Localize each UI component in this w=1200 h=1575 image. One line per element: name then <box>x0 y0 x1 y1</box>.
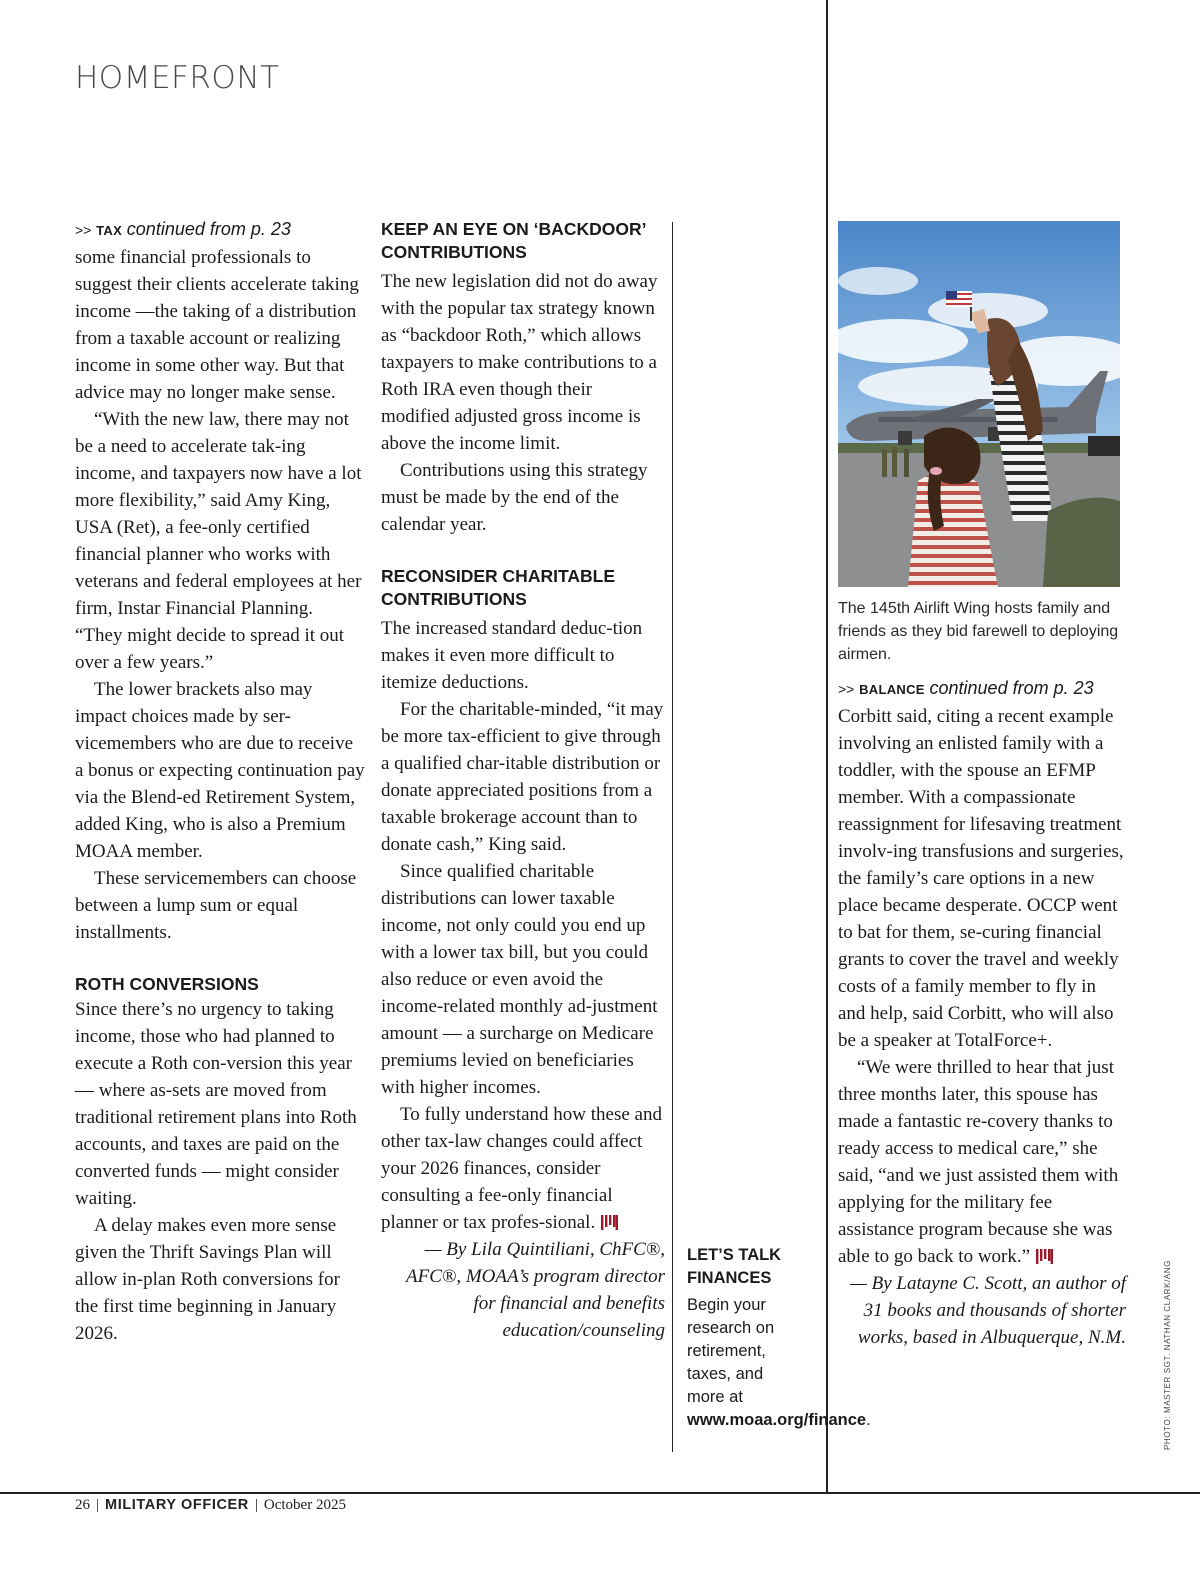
paragraph: For the charitable-minded, “it may be more tax-efficient to give through a qualified char-itable distribution or donate appreciated positions from a taxable brokerage account than to donate cash,” King said. <box>381 699 664 855</box>
article-column-1 <box>75 216 365 1347</box>
article-column-2 <box>381 218 665 1344</box>
sidebar-body <box>687 1294 871 1432</box>
section-title: HOMEFRONT <box>75 60 280 96</box>
continuation-arrows: >> <box>75 222 92 238</box>
continuation-text: continued from p. 23 <box>126 219 291 239</box>
paragraph: The increased standard deduc-tion makes it even more difficult to itemize deductions. <box>381 618 643 693</box>
magazine-name: MILITARY OFFICER <box>105 1497 249 1513</box>
finance-sidebar <box>687 1244 871 1432</box>
farewell-photo <box>838 221 1120 587</box>
continuation-keyword: BALANCE <box>859 682 925 697</box>
paragraph: Since qualified charitable distributions can lower taxable income, not only could you end up with a lower tax bill, but you could also reduce or even avoid the income-related monthly ad-justment amount — a surcharge on Medicare premiums levied on beneficiaries with higher incomes. <box>381 861 658 1098</box>
footer-separator: | <box>96 1497 100 1513</box>
moaa-end-mark-icon <box>1036 1249 1053 1264</box>
footer-rule <box>0 1492 1200 1494</box>
paragraph: These servicemembers can choose between a lump sum or equal installments. <box>75 868 357 943</box>
finance-link[interactable]: www.moaa.org/finance <box>687 1411 867 1429</box>
page-number: 26 <box>75 1497 90 1513</box>
byline: — By Latayne C. Scott, an author of 31 books and thousands of shorter works, based in Albuquerque, N.M. <box>849 1273 1126 1348</box>
continuation-line <box>838 675 1126 703</box>
issue-date: October 2025 <box>263 1497 346 1513</box>
paragraph: The lower brackets also may impact choices made by ser-vicemembers who are due to receive a bonus or expecting continuation pay via the Blend-ed Retirement System, added King, who is also a Premium MOAA member. <box>75 679 365 862</box>
paragraph: The new legislation did not do away with the popular tax strategy known as “backdoor Roth,” which allows taxpayers to make contributions to a Roth IRA even though their modified adjusted gross income is above the income limit. <box>381 271 658 454</box>
continuation-keyword: TAX <box>96 223 123 238</box>
sidebar-period: . <box>866 1411 871 1429</box>
continuation-line <box>75 216 365 244</box>
paragraph-final <box>381 1101 665 1236</box>
page-footer <box>75 1497 346 1514</box>
continuation-text: continued from p. 23 <box>929 678 1094 698</box>
article-column-4 <box>838 675 1126 1351</box>
paragraph: Since there’s no urgency to taking income, those who had planned to execute a Roth con-version this year — where as-sets are moved from traditional retirement plans into Roth accounts, and taxes are paid on the converted funds — might consider waiting. <box>75 999 357 1209</box>
photo-credit: PHOTO: MASTER SGT. NATHAN CLARK/ANG <box>1163 1259 1172 1450</box>
paragraph-final <box>838 1054 1126 1270</box>
paragraph: A delay makes even more sense given the Thrift Savings Plan will allow in-plan Roth conversions for the first time beginning in January 2026. <box>75 1215 340 1344</box>
subheading: KEEP AN EYE ON ‘BACKDOOR’ CONTRIBUTIONS <box>381 219 646 262</box>
sidebar-text: Begin your research on retirement, taxes, and more at <box>687 1296 775 1406</box>
subheading: ROTH CONVERSIONS <box>75 974 259 994</box>
paragraph-text: To fully understand how these and other tax-law changes could affect your 2026 finances, consider consulting a fee-only financial planner or tax profes-sional. <box>381 1104 662 1233</box>
continuation-arrows: >> <box>838 681 855 697</box>
page-vertical-rule <box>826 0 828 1493</box>
paragraph: Corbitt said, citing a recent example involving an enlisted family with a toddler, with the spouse an EFMP member. With a compassionate reassignment for lifesaving treatment involv-ing transfusions and surgeries, the family’s care options in a new place became desperate. OCCP went to bat for them, se-curing financial grants to cover the travel and weekly costs of a family member to fly in and help, said Corbitt, who will also be a speaker at TotalForce+. <box>838 706 1124 1051</box>
paragraph-text: “We were thrilled to hear that just three months later, this spouse has made a fantastic re-covery thanks to ready access to medical care,” she said, “and we just assisted them with applying for the military fee assistance program because she was able to go back to work.” <box>838 1057 1119 1267</box>
paragraph: Contributions using this strategy must be made by the end of the calendar year. <box>381 460 648 535</box>
photo-illustration <box>838 221 1120 587</box>
paragraph: some financial professionals to suggest their clients accelerate taking income —the taking of a distribution from a taxable account or realizing income in some other way. But that advice may no longer make sense. <box>75 247 359 403</box>
sidebar-title: LET’S TALK FINANCES <box>687 1246 782 1287</box>
byline: — By Lila Quintiliani, ChFC®, AFC®, MOAA’s program director for financial and benefits education/counseling <box>406 1239 665 1341</box>
subheading: RECONSIDER CHARITABLE CONTRIBUTIONS <box>381 566 615 609</box>
photo-caption: The 145th Airlift Wing hosts family and friends as they bid farewell to deploying airmen. <box>838 600 1119 663</box>
paragraph: “With the new law, there may not be a need to accelerate tak-ing income, and taxpayers now have a lot more flexibility,” said Amy King, USA (Ret), a fee-only certified financial planner who works with veterans and federal employees at her firm, Instar Financial Planning. “They might decide to spread it out over a few years.” <box>75 409 362 673</box>
moaa-end-mark-icon <box>601 1215 618 1230</box>
footer-separator: | <box>254 1497 258 1513</box>
column-divider-rule <box>672 222 673 1452</box>
